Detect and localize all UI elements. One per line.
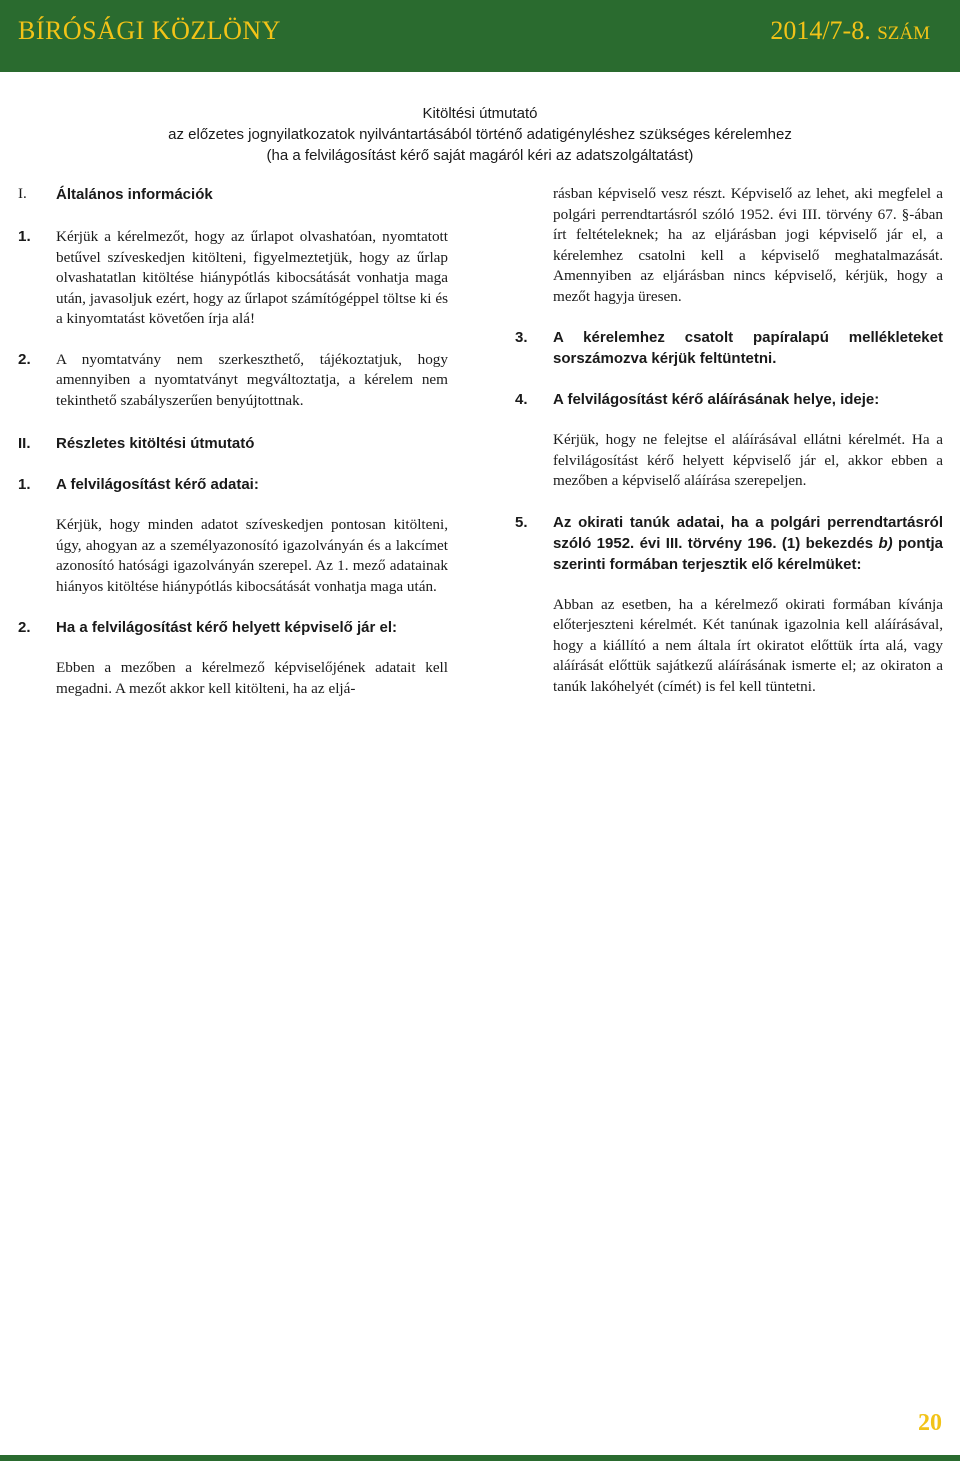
left-column (18, 184, 448, 699)
section-number: II. (18, 435, 31, 452)
subsection-title (553, 512, 943, 575)
section-title: Részletes kitöltési útmutató (56, 435, 255, 452)
publication-title: BÍRÓSÁGI KÖZLÖNY (18, 16, 281, 45)
title-line-1: Kitöltési útmutató (422, 105, 538, 122)
issue-main: 2014/7-8. (770, 16, 878, 45)
subsection-5-heading (515, 512, 943, 575)
subsection-number: 4. (515, 391, 528, 408)
subsection-1-text: Kérjük, hogy minden adatot szíveskedjen pontosan kitölteni, úgy, ahogyan az a személyazonosító igazolványán és a lakcímet azonosító hatósági igazolványán szerepel. Az 1. mező adatainak hiányos kitöltése hiánypótlás kibocsátását vonhatja maga után. (56, 516, 448, 595)
page-footer-bar (0, 1455, 960, 1461)
title-line-3: (ha a felvilágosítást kérő saját magáról kéri az adatszolgáltatást) (266, 147, 694, 164)
section-title: Általános információk (56, 186, 213, 203)
subsection-5-text: Abban az esetben, ha a kérelmező okirati formában kívánja előterjeszteni kérelmét. Két tanúnak igazolnia kell aláírásával, hogy a kiállító a nem általa írt okiratot előttük írta alá, vagy aláírását előttük sajátkezű aláírásának ismerte el; az okiraton a tanúk lakóhelyét (címét) is fel kell tüntetni. (553, 595, 943, 695)
subsection-title: Ha a felvilágosítást kérő helyett képviselő jár el: (56, 619, 397, 636)
subsection-title-part-d: pontja szerinti formában terjesztik elő kérelmüket: (553, 534, 943, 573)
subsection-2-heading (18, 617, 448, 638)
subsection-number: 1. (18, 476, 31, 493)
subsection-number: 3. (515, 329, 528, 346)
general-item-1 (18, 227, 448, 330)
subsection-4-heading (515, 389, 943, 410)
document-title (0, 103, 960, 166)
subsection-title: A felvilágosítást kérő adatai: (56, 476, 259, 493)
subsection-2-text-continued: rásban képviselő vesz részt. Képviselő az lehet, aki megfelel a polgári perrendtartásról szóló 1952. évi III. törvény 67. §-ában írt feltételeknek; ha az eljárásban jogi képviselő jár el, a kérelemhez csatolni kell a képviselő meghatalmazását. Amennyiben az eljárásban nincs képviselő, kérjük, hogy a mezőt hagyja üresen. (553, 185, 943, 305)
section-detailed-heading (18, 433, 448, 454)
page-number: 20 (918, 1410, 942, 1436)
issue-number (770, 16, 930, 46)
subsection-2-text: Ebben a mezőben a kérelmező képviselőjének adatait kell megadni. A mezőt akkor kell kitölteni, ha az eljá- (56, 659, 448, 697)
item-number: 2. (18, 350, 31, 368)
subsection-number: 5. (515, 513, 528, 531)
subsection-title-part-b: (1) bekezdés (781, 534, 879, 552)
subsection-title-part-a: Az okirati tanúk adatai, ha a polgári perrendtartásról szóló 1952. évi III. törvény 196. (553, 513, 943, 552)
subsection-title: A felvilágosítást kérő aláírásának helye, ideje: (553, 391, 880, 408)
subsection-1-heading (18, 474, 448, 495)
title-line-2: az előzetes jognyilatkozatok nyilvántartásából történő adatigényléshez szükséges kérelemhez (168, 126, 792, 143)
subsection-4-text: Kérjük, hogy ne felejtse el aláírásával ellátni kérelmét. Ha a felvilágosítást kérő helyett képviselő jár el, akkor ebben a mezőben a képviselő aláírása szerepeljen. (553, 431, 943, 489)
right-column (515, 184, 943, 697)
subsection-number: 2. (18, 619, 31, 636)
issue-suffix: SZÁM (877, 23, 930, 44)
section-number: I. (18, 186, 27, 202)
subsection-title: A kérelemhez csatolt papíralapú mellékleteket sorszámozva kérjük feltüntetni. (553, 329, 943, 367)
item-text: Kérjük a kérelmezőt, hogy az űrlapot olvashatóan, nyomtatott betűvel szíveskedjen kitölteni, figyelmeztetjük, hogy az űrlap olvashatatlan kitöltése hiánypótlás kibocsátását vonhatja maga után, javasoljuk ezért, hogy az űrlapot számítógéppel töltse ki és a kinyomtatást követően írja alá! (56, 228, 448, 327)
section-general-heading (18, 184, 448, 205)
subsection-title-part-c: b) (878, 534, 893, 552)
general-item-2 (18, 350, 448, 412)
subsection-3-heading (515, 327, 943, 369)
page-header (0, 0, 960, 72)
item-number: 1. (18, 228, 31, 245)
item-text: A nyomtatvány nem szerkeszthető, tájékoztatjuk, hogy amennyiben a nyomtatványt megváltoztatja, a kérelem nem tekinthető szabályszerűen benyújtottnak. (56, 350, 448, 409)
